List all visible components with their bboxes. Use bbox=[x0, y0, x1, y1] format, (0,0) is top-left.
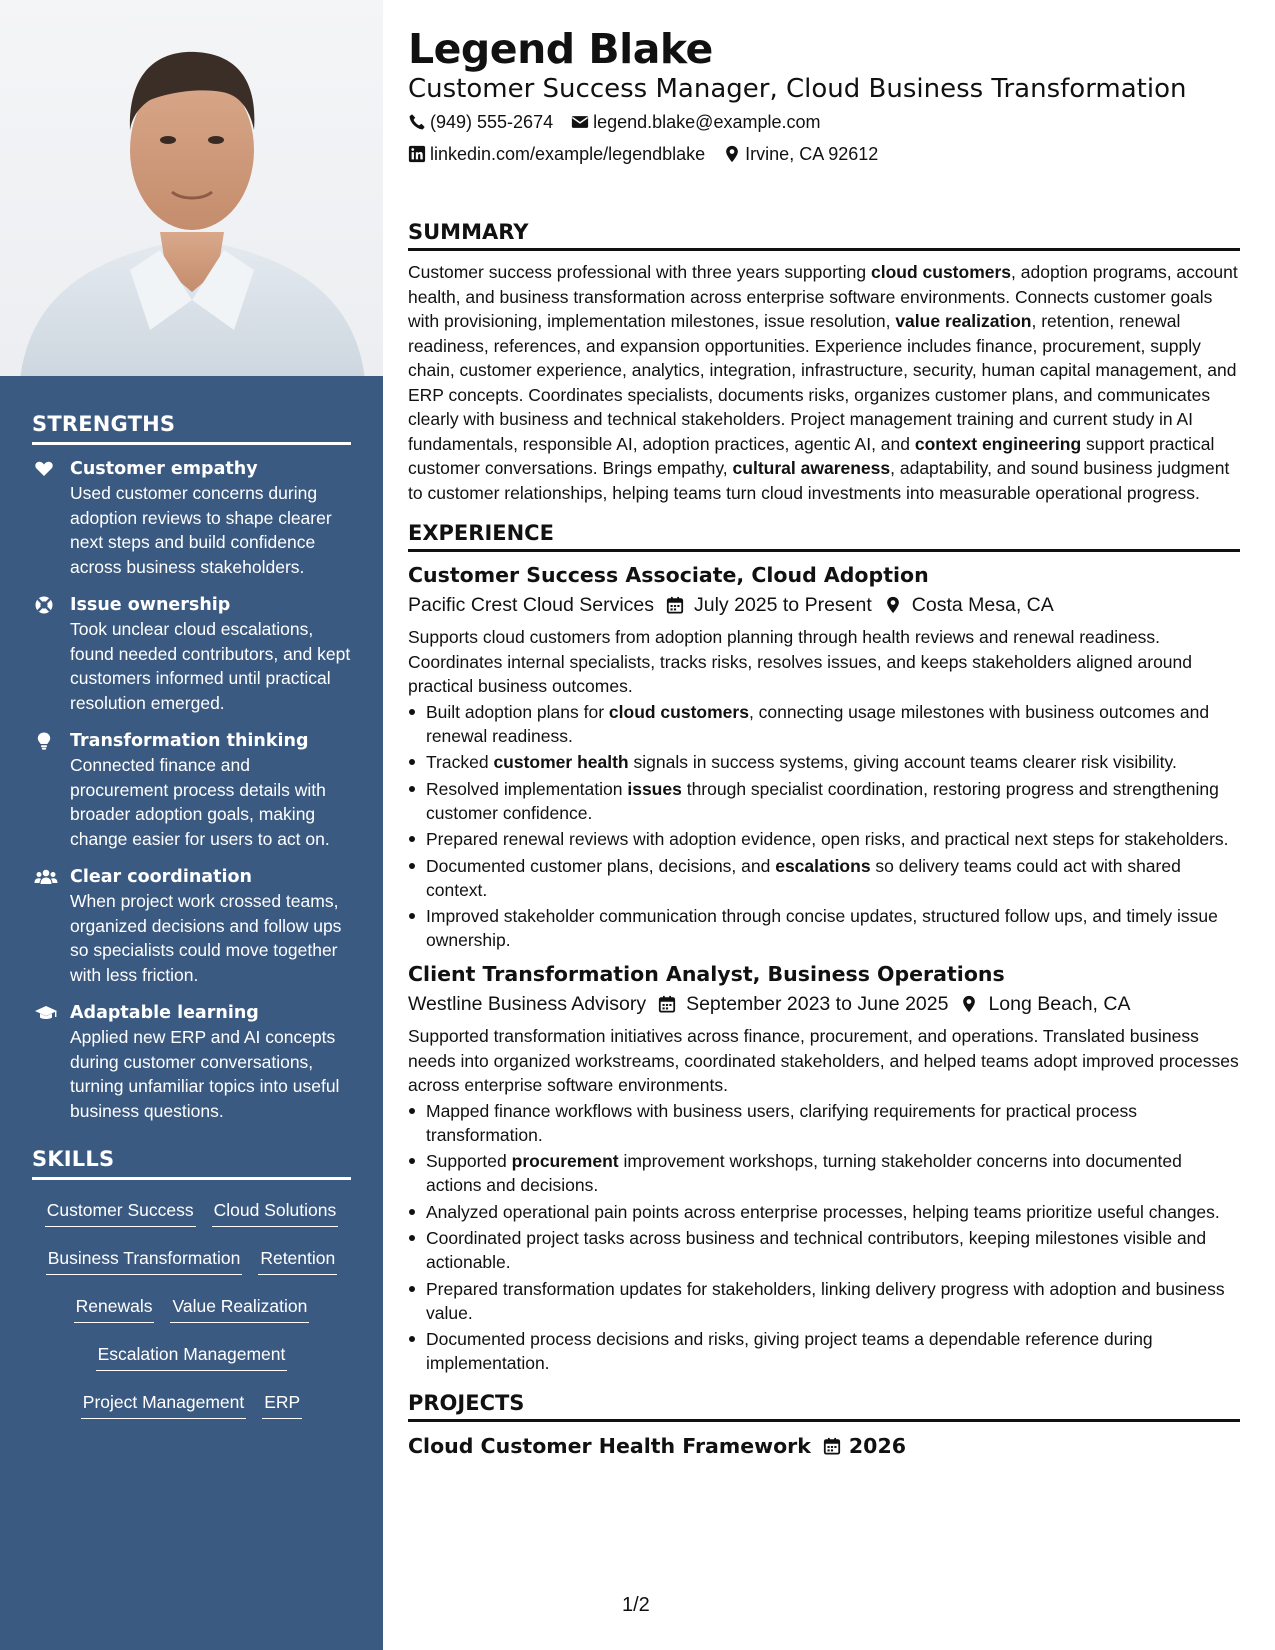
contact-row bbox=[408, 138, 1240, 170]
calendar-icon bbox=[823, 1437, 841, 1455]
experience-list bbox=[408, 561, 1240, 1375]
life-ring-icon bbox=[34, 595, 54, 615]
strength-item bbox=[32, 865, 351, 987]
strength-item bbox=[32, 593, 351, 715]
strength-description: Used customer concerns during adoption reviews to shape clearer next steps and build confidence across business stakeholders. bbox=[70, 483, 332, 577]
text-run: , adoption programs, account health, and business transformation across enterprise software environments. Connects customer goals with provisioning, implementation milestones, issue resolution, bbox=[408, 262, 1238, 331]
job-meta bbox=[408, 589, 1240, 621]
strength-item bbox=[32, 1001, 351, 1123]
linkedin-text: linkedin.com/example/legendblake bbox=[430, 144, 706, 164]
text-run: so delivery teams could act with shared context. bbox=[426, 855, 1181, 900]
strength-item bbox=[32, 457, 351, 579]
job-location: Long Beach, CA bbox=[988, 993, 1131, 1015]
job-location: Costa Mesa, CA bbox=[911, 594, 1054, 616]
page-number: 1/2 bbox=[622, 1594, 650, 1616]
phone-text: (949) 555-2674 bbox=[430, 112, 554, 132]
candidate-name: Legend Blake bbox=[408, 25, 713, 73]
strength-title: Customer empathy bbox=[70, 459, 258, 479]
summary-text bbox=[408, 260, 1240, 505]
strength-title: Adaptable learning bbox=[70, 1003, 259, 1023]
bold-keyword: cultural awareness bbox=[732, 458, 891, 478]
job-dates: July 2025 to Present bbox=[694, 594, 872, 616]
text-run: Analyzed operational pain points across enterprise processes, helping teams prioritize useful changes. bbox=[426, 1201, 1220, 1222]
text-run: Built adoption plans for bbox=[426, 701, 609, 722]
strength-description: Connected finance and procurement process details with broader adoption goals, making change easier for users to act on. bbox=[70, 755, 330, 849]
bullet-item bbox=[408, 1149, 1240, 1197]
main-content bbox=[408, 24, 1240, 1461]
text-run: signals in success systems, giving account teams clearer risk visibility. bbox=[628, 752, 1177, 772]
job-entry bbox=[408, 960, 1240, 1375]
bold-keyword: cloud customers bbox=[871, 262, 1012, 282]
bullet-item bbox=[408, 904, 1240, 952]
strengths-heading: STRENGTHS bbox=[32, 412, 351, 445]
project-item bbox=[408, 1431, 1240, 1461]
strength-title: Transformation thinking bbox=[70, 731, 309, 751]
job-description: Supported transformation initiatives across finance, procurement, and operations. Translated business needs into organized workstreams, coordinated stakeholders, and helped teams adopt improved processes across enterprise software environments. bbox=[408, 1026, 1239, 1095]
map-pin-icon bbox=[884, 596, 902, 614]
heart-icon bbox=[34, 459, 54, 479]
contact-location bbox=[723, 138, 878, 170]
calendar-icon bbox=[658, 995, 676, 1013]
sidebar bbox=[0, 0, 383, 1650]
job-bullets bbox=[408, 1099, 1240, 1376]
location-text: Irvine, CA 92612 bbox=[745, 144, 879, 164]
bullet-item bbox=[408, 854, 1240, 902]
linkedin-icon bbox=[408, 145, 426, 163]
skills-heading: SKILLS bbox=[32, 1147, 351, 1180]
text-run: Resolved implementation bbox=[426, 778, 628, 799]
users-icon bbox=[34, 867, 54, 887]
calendar-icon bbox=[666, 596, 684, 614]
text-run: Mapped finance workflows with business users, clarifying requirements for practical process transformation. bbox=[426, 1100, 1137, 1145]
bold-keyword: customer health bbox=[493, 752, 629, 772]
text-run: Documented process decisions and risks, giving project teams a dependable reference during implementation. bbox=[426, 1329, 1153, 1373]
job-company: Westline Business Advisory bbox=[408, 993, 647, 1015]
job-description: Supports cloud customers from adoption planning through health reviews and renewal readiness. Coordinates internal specialists, tracks risks, resolves issues, and keeps stakeholders aligned around practical business outcomes. bbox=[408, 627, 1193, 696]
contact-phone[interactable] bbox=[408, 106, 553, 138]
bold-keyword: escalations bbox=[775, 855, 871, 876]
text-run: Tracked bbox=[426, 752, 494, 772]
bullet-item bbox=[408, 777, 1240, 825]
email-text: legend.blake@example.com bbox=[593, 112, 821, 132]
bullet-item bbox=[408, 827, 1240, 851]
contact-email[interactable] bbox=[571, 106, 820, 138]
bullet-item bbox=[408, 700, 1240, 748]
skill-tag: Renewals bbox=[74, 1288, 155, 1323]
job-dates: September 2023 to June 2025 bbox=[686, 993, 949, 1015]
job-entry bbox=[408, 561, 1240, 952]
bold-keyword: context engineering bbox=[914, 433, 1082, 454]
skill-tag: Retention bbox=[258, 1240, 337, 1275]
candidate-headline: Customer Success Manager, Cloud Business Transformation bbox=[408, 74, 1187, 104]
strength-title: Clear coordination bbox=[70, 867, 252, 887]
bullet-item bbox=[408, 1099, 1240, 1147]
strength-description: When project work crossed teams, organized decisions and follow ups so specialists could move together with less friction. bbox=[70, 891, 342, 985]
skill-tag: ERP bbox=[262, 1384, 302, 1419]
bullet-item bbox=[408, 1200, 1240, 1224]
map-pin-icon bbox=[960, 995, 978, 1013]
bold-keyword: cloud customers bbox=[608, 701, 749, 722]
summary-heading: SUMMARY bbox=[408, 220, 1240, 251]
bullet-item bbox=[408, 1327, 1240, 1375]
skill-tag: Project Management bbox=[81, 1384, 246, 1419]
phone-icon bbox=[408, 113, 426, 131]
lightbulb-icon bbox=[34, 731, 54, 751]
text-run: Coordinated project tasks across business and technical contributors, keeping milestones visible and actionable. bbox=[426, 1228, 1207, 1272]
text-run: through specialist coordination, restoring progress and strengthening customer confidence. bbox=[426, 778, 1219, 823]
contact-linkedin[interactable] bbox=[408, 138, 705, 170]
project-year: 2026 bbox=[848, 1434, 906, 1458]
bullet-item bbox=[408, 1226, 1240, 1274]
experience-heading: EXPERIENCE bbox=[408, 521, 1240, 552]
skill-tag: Business Transformation bbox=[46, 1240, 243, 1275]
job-company: Pacific Crest Cloud Services bbox=[408, 594, 654, 616]
job-title: Customer Success Associate, Cloud Adoption bbox=[408, 563, 929, 587]
text-run: Documented customer plans, decisions, and bbox=[426, 855, 776, 876]
strength-description: Applied new ERP and AI concepts during customer conversations, turning unfamiliar topics into useful business questions. bbox=[70, 1027, 340, 1121]
text-run: Improved stakeholder communication through concise updates, structured follow ups, and timely issue ownership. bbox=[426, 906, 1218, 950]
bullet-item bbox=[408, 1277, 1240, 1325]
text-run: , adaptability, and sound business judgment to customer relationships, helping teams turn cloud investments into measurable operational progress. bbox=[408, 458, 1230, 503]
text-run: Customer success professional with three years supporting bbox=[408, 262, 871, 282]
strength-title: Issue ownership bbox=[70, 595, 231, 615]
job-bullets bbox=[408, 700, 1240, 953]
skill-tag: Value Realization bbox=[170, 1288, 309, 1323]
text-run: Supported bbox=[426, 1151, 512, 1171]
map-pin-icon bbox=[723, 145, 741, 163]
text-run: Prepared renewal reviews with adoption evidence, open risks, and practical next steps for stakeholders. bbox=[426, 829, 1229, 849]
profile-photo bbox=[0, 0, 383, 380]
job-title: Client Transformation Analyst, Business Operations bbox=[408, 962, 1005, 986]
skill-tag: Customer Success bbox=[45, 1192, 196, 1227]
skill-tag: Escalation Management bbox=[96, 1336, 288, 1371]
graduation-cap-icon bbox=[34, 1003, 54, 1023]
text-run: improvement workshops, turning stakeholder concerns into documented actions and decisions. bbox=[426, 1151, 1182, 1195]
envelope-icon bbox=[571, 113, 589, 131]
bold-keyword: issues bbox=[627, 778, 682, 799]
job-meta bbox=[408, 988, 1240, 1020]
project-title: Cloud Customer Health Framework bbox=[408, 1434, 811, 1458]
skills-list bbox=[32, 1192, 351, 1432]
strength-item bbox=[32, 729, 351, 851]
bullet-item bbox=[408, 750, 1240, 774]
contact-row bbox=[408, 106, 1240, 138]
bold-keyword: value realization bbox=[895, 311, 1032, 331]
text-run: , connecting usage milestones with business outcomes and renewal readiness. bbox=[426, 701, 1210, 746]
projects-heading: PROJECTS bbox=[408, 1391, 1240, 1422]
skill-tag: Cloud Solutions bbox=[212, 1192, 339, 1227]
text-run: Prepared transformation updates for stakeholders, linking delivery progress with adoption and business value. bbox=[426, 1278, 1225, 1323]
text-run: , retention, renewal readiness, references, and expansion opportunities. Experience includes finance, procurement, supply chain, customer experience, analytics, integration, infrastructure, security, human capital management, and ERP concepts. Coordinates specialists, documents risks, organizes customer plans, and communicates clearly with business and technical stakeholders. Project management training and current study in AI fundamentals, responsible AI, adoption practices, agentic AI, and bbox=[408, 311, 1237, 454]
bold-keyword: procurement bbox=[511, 1151, 619, 1171]
strength-description: Took unclear cloud escalations, found needed contributors, and kept customers informed until practical resolution emerged. bbox=[70, 619, 351, 713]
text-run: support practical customer conversations. Brings empathy, bbox=[408, 433, 1215, 478]
